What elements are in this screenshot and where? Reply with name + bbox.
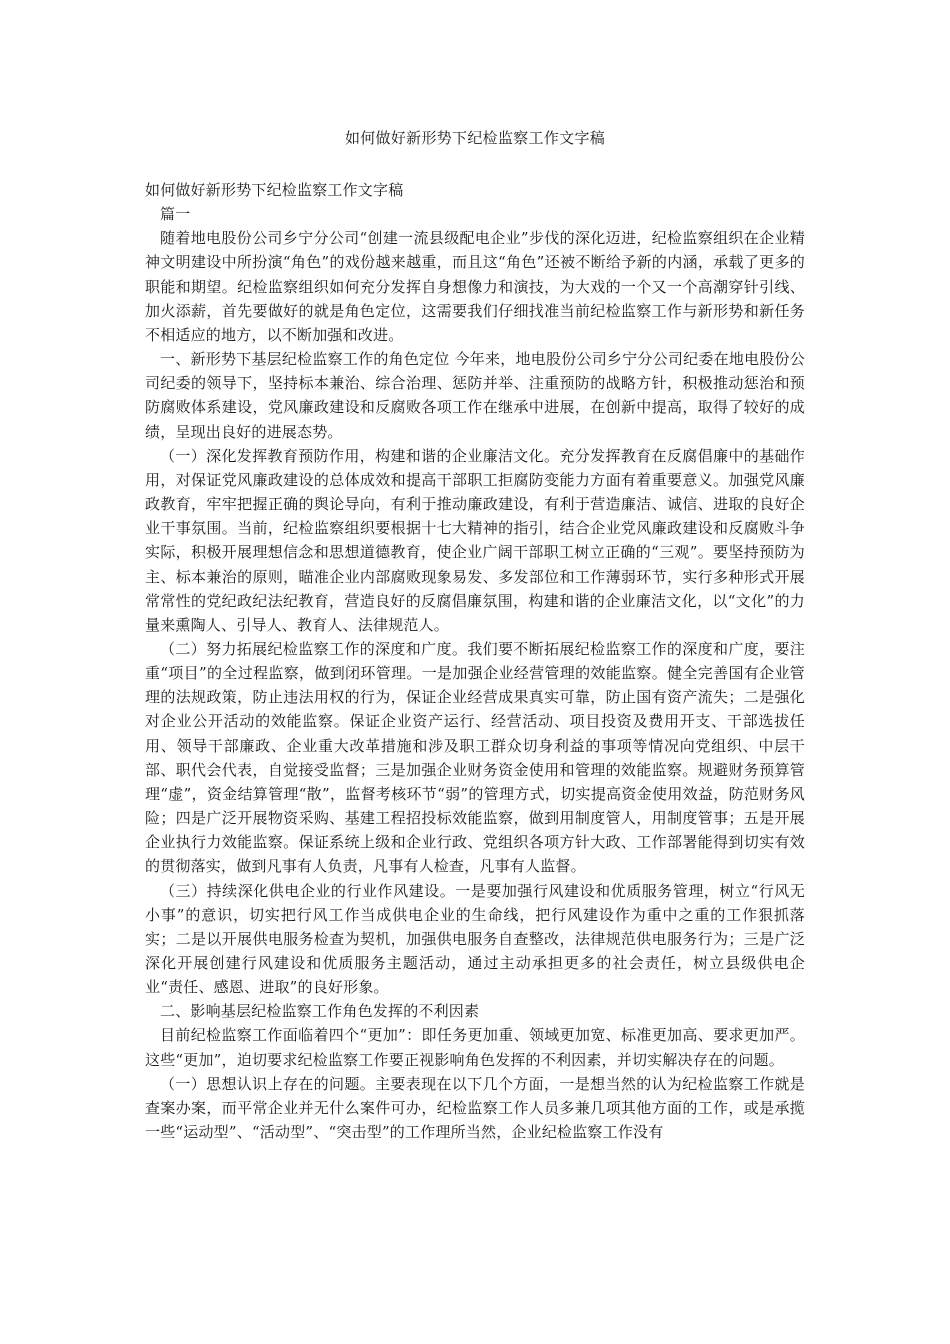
paragraph-item-four: （一）思想认识上存在的问题。主要表现在以下几个方面，一是想当然的认为纪检监察工作就是查案办案，而平常企业并无什么案件可办，纪检监察工作人员多兼几项其他方面的工作，或是承揽一些“运动型”、“活动型”、“突击型”的工作理所当然，企业纪检监察工作没有 (145, 1074, 805, 1142)
paragraph-item-two: （二）努力拓展纪检监察工作的深度和广度。我们要不断拓展纪检监察工作的深度和广度，要注重“项目”的全过程监察，做到闭环管理。一是加强企业经营管理的效能监察。健全完善国有企业管理的法规政策，防止违法用权的行为，保证企业经营成果真实可靠，防止国有资产流失；二是强化对企业公开活动的效能监察。保证企业资产运行、经营活动、项目投资及费用开支、干部选拔任用、领导干部廉政、企业重大改革措施和涉及职工群众切身利益的事项等情况向党组织、中层干部、职代会代表，自觉接受监督；三是加强企业财务资金使用和管理的效能监察。规避财务预算管理“虚”，资金结算管理“散”，监督考核环节“弱”的管理方式，切实提高资金使用效益，防范财务风险；四是广泛开展物资采购、基建工程招投标效能监察，做到用制度管人，用制度管事；五是开展企业执行力效能监察。保证系统上级和企业行政、党组织各项方针大政、工作部署能得到切实有效的贯彻落实，做到凡事有人负责，凡事有人检查，凡事有人监督。 (145, 639, 805, 876)
section-label: 篇一 (160, 205, 191, 224)
paragraph-item-three: （三）持续深化供电企业的行业作风建设。一是要加强行风建设和优质服务管理，树立“行风无小事”的意识，切实把行风工作当成供电企业的生命线，把行风建设作为重中之重的工作狠抓落实；二是以开展供电服务检查为契机，加强供电服务自查整改，法律规范供电服务行为；三是广泛深化开展创建行风建设和优质服务主题活动，通过主动承担更多的社会责任，树立县级供电企业“责任、感恩、进取”的良好形象。 (145, 881, 805, 997)
document-body (145, 178, 805, 1144)
document-subtitle: 如何做好新形势下纪检监察工作文字稿 (145, 181, 404, 199)
paragraph-item-one: （一）深化发挥教育预防作用，构建和谐的企业廉洁文化。充分发挥教育在反腐倡廉中的基础作用，对保证党风廉政建设的总体成效和提高干部职工拒腐防变能力方面有着重要意义。加强党风廉政教育，牢牢把握正确的舆论导向，有利于推动廉政建设，有利于营造廉洁、诚信、进取的良好企业干事氛围。当前，纪检监察组织要根据十七大精神的指引，结合企业党风廉政建设和反腐败斗争实际，积极开展理想信念和思想道德教育，使企业广阔干部职工树立正确的“三观”。要坚持预防为主、标本兼治的原则，瞄准企业内部腐败现象易发、多发部位和工作薄弱环节，实行多种形式开展常常性的党纪政纪法纪教育，营造良好的反腐倡廉氛围，构建和谐的企业廉洁文化，以“文化”的力量来熏陶人、引导人、教育人、法律规范人。 (145, 446, 805, 634)
section-heading-two: 二、影响基层纪检监察工作角色发挥的不利因素 (160, 1002, 480, 1021)
paragraph-section-two: 目前纪检监察工作面临着四个“更加”：即任务更加重、领域更加宽、标准更加高、要求更加严。这些“更加”，迫切要求纪检监察工作要正视影响角色发挥的不利因素，并切实解决存在的问题。 (145, 1026, 805, 1069)
document-title: 如何做好新形势下纪检监察工作文字稿 (344, 129, 606, 147)
paragraph-section-one: 一、新形势下基层纪检监察工作的角色定位 今年来，地电股份公司乡宁分公司纪委在地电股份公司纪委的领导下，坚持标本兼治、综合治理、惩防并举、注重预防的战略方针，积极推动惩治和预防腐败体系建设，党风廉政建设和反腐败各项工作在继承中进展，在创新中提高，取得了较好的成绩，呈现出良好的进展态势。 (145, 350, 805, 441)
paragraph-intro: 随着地电股份公司乡宁分公司“创建一流县级配电企业”步伐的深化迈进，纪检监察组织在企业精神文明建设中所扮演“角色”的戏份越来越重，而且这“角色”还被不断给予新的内涵，承载了更多的职能和期望。纪检监察组织如何充分发挥自身想像力和演技，为大戏的一个又一个高潮穿针引线、加火添薪，首先要做好的就是角色定位，这需要我们仔细找准当前纪检监察工作与新形势和新任务不相适应的地方，以不断加强和改进。 (145, 229, 805, 344)
